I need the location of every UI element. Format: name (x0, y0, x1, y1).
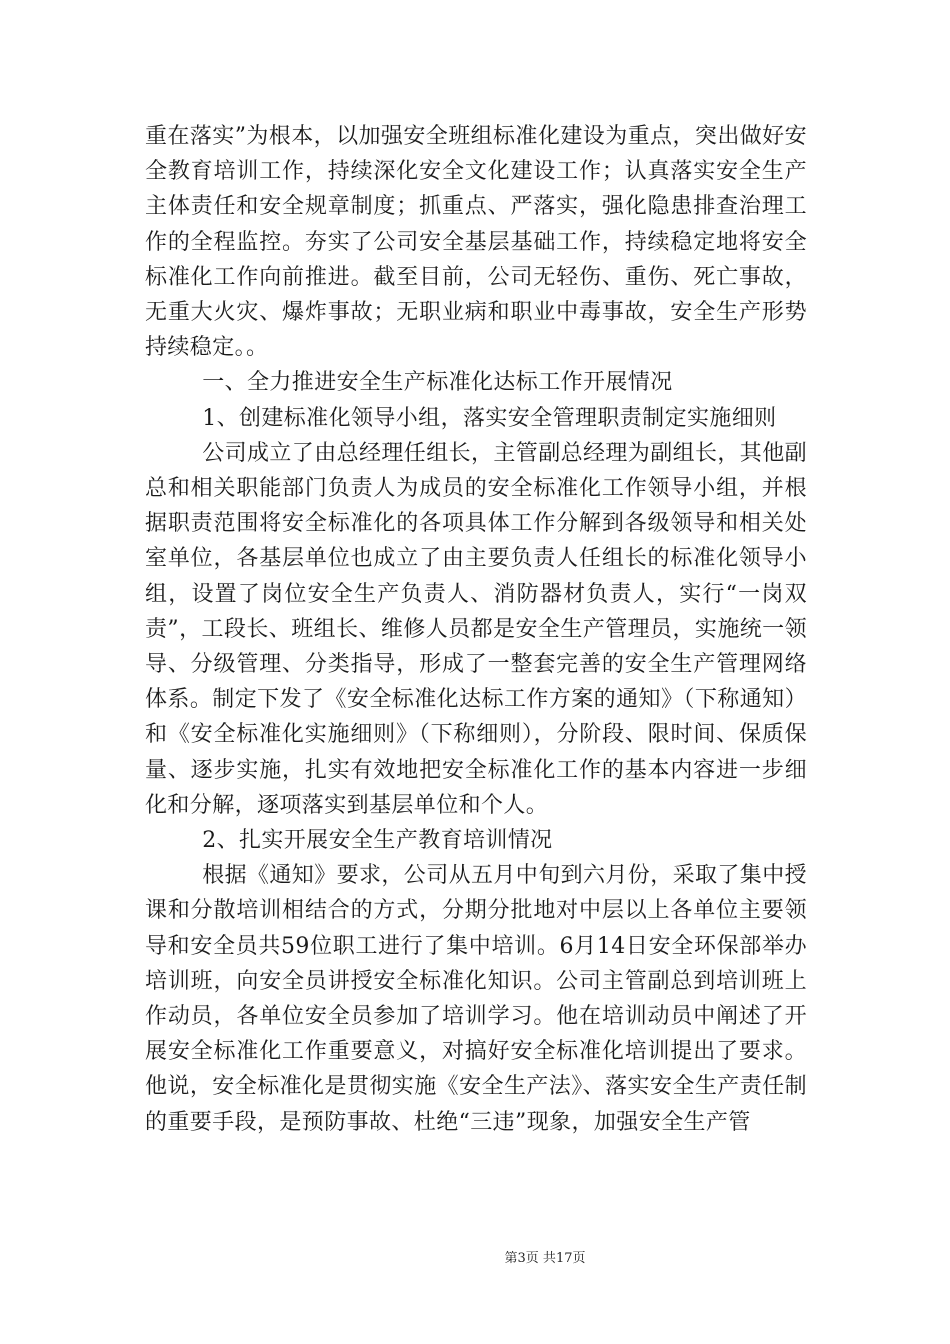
paragraph: 根据《通知》要求，公司从五月中旬到六月份，采取了集中授课和分散培训相结合的方式，分期分批地对中层以上各单位主要领导和安全员共59位职工进行了集中培训。6月14日安全环保部举办培训班，向安全员讲授安全标准化知识。公司主管副总到培训班上作动员，各单位安全员参加了培训学习。他在培训动员中阐述了开展安全标准化工作重要意义，对搞好安全标准化培训提出了要求。他说，安全标准化是贯彻实施《安全生产法》、落实安全生产责任制的重要手段，是预防事故、杜绝“三违”现象，加强安全生产管 (145, 863, 807, 1135)
page-footer (0, 1247, 950, 1266)
paragraph: 公司成立了由总经理任组长，主管副总经理为副组长，其他副总和相关职能部门负责人为成员的安全标准化工作领导小组，并根据职责范围将安全标准化的各项具体工作分解到各级领导和相关处室单位，各基层单位也成立了由主要负责人任组长的标准化领导小组，设置了岗位安全生产负责人、消防器材负责人，实行“一岗双责”，工段长、班组长、维修人员都是安全生产管理员，实施统一领导、分级管理、分类指导，形成了一整套完善的安全生产管理网络体系。制定下发了《安全标准化达标工作方案的通知》（下称通知）和《安全标准化实施细则》（下称细则），分阶段、限时间、保质保量、逐步实施，扎实有效地把安全标准化工作的基本内容进一步细化和分解，逐项落实到基层单位和个人。 (145, 440, 807, 818)
current-page-number: 3 (517, 1251, 526, 1266)
subsection-heading: 2、扎实开展安全生产教育培训情况 (202, 828, 553, 854)
page-label-mid: 页 共 (525, 1251, 556, 1266)
section-heading: 一、全力推进安全生产标准化达标工作开展情况 (202, 370, 673, 396)
document-body (145, 119, 807, 1140)
paragraph-continued: 重在落实”为根本，以加强安全班组标准化建设为重点，突出做好安全教育培训工作，持续深化安全文化建设工作；认真落实安全生产主体责任和安全规章制度；抓重点、严落实，强化隐患排查治理工作的全程监控。夯实了公司安全基层基础工作，持续稳定地将安全标准化工作向前推进。截至目前，公司无轻伤、重伤、死亡事故，无重大火灾、爆炸事故；无职业病和职业中毒事故，安全生产形势持续稳定。。 (145, 124, 807, 361)
subsection-heading: 1、创建标准化领导小组，落实安全管理职责制定实施细则 (202, 405, 777, 431)
page-label-prefix: 第 (504, 1251, 518, 1266)
page-label-suffix: 页 (572, 1251, 586, 1266)
total-pages-number: 17 (555, 1251, 573, 1266)
